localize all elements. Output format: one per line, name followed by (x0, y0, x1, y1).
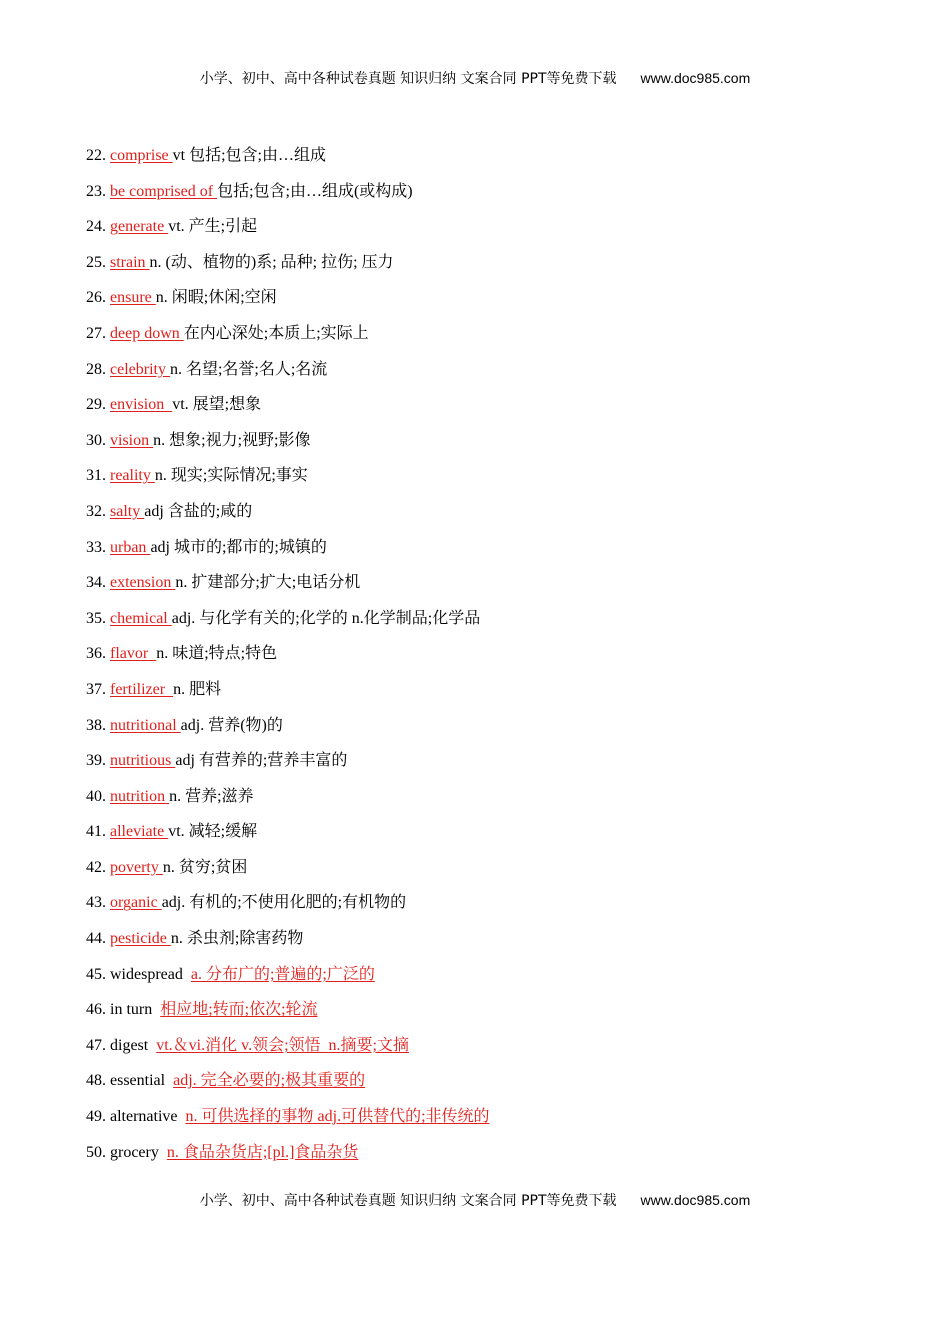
item-number: 22. (86, 147, 106, 164)
definition: adj. 与化学有关的;化学的 n.化学制品;化学品 (171, 609, 481, 627)
vocab-item (86, 963, 886, 999)
item-number: 28. (86, 360, 106, 378)
item-number: 33. (86, 538, 106, 556)
item-number: 25. (86, 253, 106, 271)
definition: adj. 营养(物)的 (180, 716, 283, 734)
vocab-item (86, 749, 886, 785)
vocab-item (86, 393, 886, 429)
item-number: 38. (86, 716, 106, 734)
vocab-item (86, 1105, 886, 1141)
item-number: 37. (86, 680, 106, 698)
vocab-item (86, 856, 886, 892)
item-number: 40. (86, 787, 106, 805)
definition: vt 包括;包含;由…组成 (172, 147, 326, 164)
vocab-item (86, 1034, 886, 1070)
answer-word: envision (110, 396, 173, 414)
item-number: 39. (86, 752, 106, 770)
item-number: 24. (86, 218, 106, 236)
vocab-word: essential (110, 1072, 166, 1090)
item-number: 27. (86, 324, 106, 342)
definition: n. 闲暇;休闲;空闲 (155, 289, 277, 307)
vocab-list (86, 144, 886, 1176)
answer-definition: vt.＆vi.消化 v.领会;领悟 n.摘要;文摘 (156, 1036, 409, 1054)
answer-word: flavor (110, 645, 157, 663)
answer-word: ensure (110, 289, 156, 307)
answer-definition: 相应地;转而;依次;轮流 (160, 1001, 318, 1019)
vocab-item (86, 714, 886, 750)
vocab-item (86, 820, 886, 856)
item-number: 29. (86, 396, 106, 414)
definition: 在内心深处;本质上;实际上 (183, 324, 369, 342)
vocab-item (86, 286, 886, 322)
answer-definition: adj. 完全必要的;极其重要的 (173, 1072, 366, 1090)
vocab-item (86, 607, 886, 643)
item-number: 48. (86, 1072, 106, 1090)
item-number: 47. (86, 1036, 106, 1054)
item-number: 30. (86, 431, 106, 449)
vocab-item (86, 215, 886, 251)
answer-definition: n. 可供选择的事物 adj.可供替代的;非传统的 (185, 1108, 490, 1126)
definition: n. 杀虫剂;除害药物 (170, 930, 304, 948)
item-number: 50. (86, 1143, 106, 1161)
definition: n. 营养;滋养 (169, 787, 254, 805)
answer-word: vision (110, 431, 154, 449)
vocab-item (86, 358, 886, 394)
header-text: 小学、初中、高中各种试卷真题 知识归纳 文案合同 PPT等免费下载 (199, 71, 617, 87)
item-number: 46. (86, 1001, 106, 1019)
definition: n. 名望;名誉;名人;名流 (169, 360, 328, 378)
definition: n. 贫穷;贫困 (162, 858, 248, 876)
item-number: 32. (86, 502, 106, 520)
definition: n. 味道;特点;特色 (156, 645, 278, 663)
answer-word: be comprised of (110, 182, 218, 200)
answer-word: chemical (110, 609, 172, 627)
vocab-item (86, 536, 886, 572)
answer-definition: a. 分布广的;普遍的;广泛的 (190, 965, 375, 983)
answer-word: nutritious (110, 752, 176, 770)
vocab-item (86, 927, 886, 963)
item-number: 36. (86, 645, 106, 663)
answer-word: alleviate (110, 823, 169, 841)
answer-word: extension (110, 574, 176, 592)
definition: adj 有营养的;营养丰富的 (175, 752, 348, 770)
answer-word: celebrity (110, 360, 170, 378)
definition: n. 肥料 (173, 680, 222, 698)
definition: n. 现实;实际情况;事实 (154, 467, 308, 485)
definition: vt. 展望;想象 (172, 396, 262, 414)
vocab-item (86, 322, 886, 358)
answer-word: reality (110, 467, 155, 485)
vocab-word: widespread (110, 965, 183, 983)
definition: vt. 产生;引起 (168, 218, 258, 236)
vocab-word: alternative (110, 1108, 178, 1126)
header-site: www.doc985.com (640, 70, 751, 86)
item-number: 31. (86, 467, 106, 485)
answer-word: pesticide (110, 930, 171, 948)
item-number: 42. (86, 858, 106, 876)
answer-word: urban (110, 538, 151, 556)
vocab-item (86, 180, 886, 216)
page-footer (0, 1190, 950, 1210)
item-number: 44. (86, 930, 106, 948)
definition: adj 含盐的;咸的 (144, 502, 253, 520)
answer-word: generate (110, 218, 169, 236)
answer-definition: n. 食品杂货店;[pl.]食品杂货 (166, 1143, 359, 1161)
footer-text: 小学、初中、高中各种试卷真题 知识归纳 文案合同 PPT等免费下载 (199, 1193, 617, 1209)
definition: adj 城市的;都市的;城镇的 (150, 538, 327, 556)
vocab-item (86, 500, 886, 536)
vocab-item (86, 642, 886, 678)
answer-word: comprise (110, 147, 173, 164)
item-number: 41. (86, 823, 106, 841)
vocab-item (86, 891, 886, 927)
vocab-word: grocery (110, 1143, 159, 1161)
answer-word: fertilizer (110, 680, 174, 698)
vocab-item (86, 251, 886, 287)
vocab-item (86, 144, 886, 180)
vocab-item (86, 1141, 886, 1177)
answer-word: nutritional (110, 716, 181, 734)
item-number: 23. (86, 182, 106, 200)
answer-word: deep down (110, 324, 184, 342)
item-number: 49. (86, 1108, 106, 1126)
item-number: 26. (86, 289, 106, 307)
answer-word: organic (110, 894, 162, 912)
vocab-item (86, 571, 886, 607)
item-number: 34. (86, 574, 106, 592)
vocab-item (86, 785, 886, 821)
definition: vt. 减轻;缓解 (168, 823, 258, 841)
footer-site: www.doc985.com (640, 1192, 751, 1208)
definition: adj. 有机的;不使用化肥的;有机物的 (161, 894, 407, 912)
definition: n. (动、植物的)系; 品种; 拉伤; 压力 (149, 253, 394, 271)
answer-word: poverty (110, 858, 163, 876)
page-header (0, 68, 950, 88)
answer-word: strain (110, 253, 150, 271)
vocab-item (86, 464, 886, 500)
answer-word: nutrition (110, 787, 170, 805)
item-number: 45. (86, 965, 106, 983)
vocab-item (86, 678, 886, 714)
answer-word: salty (110, 502, 145, 520)
definition: 包括;包含;由…组成(或构成) (217, 182, 413, 200)
vocab-item (86, 998, 886, 1034)
vocab-item (86, 429, 886, 465)
vocab-item (86, 1069, 886, 1105)
definition: n. 想象;视力;视野;影像 (153, 431, 311, 449)
definition: n. 扩建部分;扩大;电话分机 (175, 574, 361, 592)
item-number: 43. (86, 894, 106, 912)
vocab-word: digest (110, 1036, 149, 1054)
vocab-word: in turn (110, 1001, 153, 1019)
item-number: 35. (86, 609, 106, 627)
